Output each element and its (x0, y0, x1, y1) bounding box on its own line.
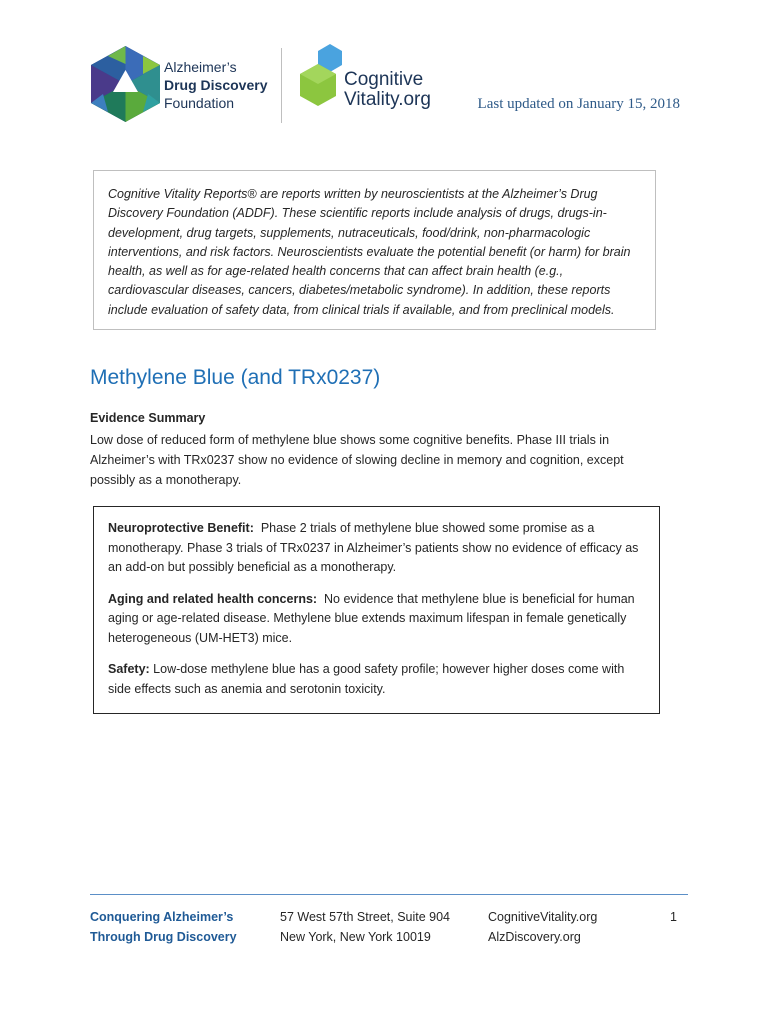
intro-text: Cognitive Vitality Reports® are reports written by neuroscientists at the Alzheimer’s Drug Discovery Foundation (ADDF). These scientific reports include analysis of drugs, drugs-in-development, drug targets, supplements, nutraceuticals, food/drink, non-pharmacologic interventions, and risk factors. Neuroscientists evaluate the potential benefit (or harm) for brain health, as well as for age-related health concerns that can affect brain health (e.g., cardiovascular diseases, cancers, diabetes/metabolic syndrome). In addition, these reports include evaluation of safety data, from clinical trials if available, and from preclinical models. (108, 187, 631, 317)
footer-address (280, 908, 450, 947)
addf-logo-icon (88, 44, 163, 124)
footer-divider (90, 894, 688, 895)
addf-line-2: Drug Discovery (164, 77, 268, 93)
aging-paragraph (108, 590, 645, 649)
footer-address-2: New York, New York 10019 (280, 929, 431, 944)
footer-tagline (90, 908, 237, 947)
safety-paragraph (108, 660, 645, 699)
footer-tagline-1: Conquering Alzheimer’s (90, 910, 234, 924)
summary-box (93, 506, 660, 714)
safety-label: Safety: (108, 662, 150, 676)
addf-line-3: Foundation (164, 95, 235, 111)
neuroprotective-label: Neuroprotective Benefit: (108, 521, 254, 535)
footer-tagline-2: Through Drug Discovery (90, 929, 237, 944)
neuroprotective-text: Phase 2 trials of methylene blue showed some promise as a monotherapy. Phase 3 trials of TRx0237 in Alzheimer’s patients show no evidence of efficacy as an add-on but possibly beneficial as a monotherapy. (108, 521, 639, 574)
aging-text: No evidence that methylene blue is beneficial for human aging or age-related disease. Methylene blue extends maximum lifespan in female genetically heterogeneous (UM-HET3) mice. (108, 591, 635, 645)
last-updated: Last updated on January 15, 2018 (477, 96, 680, 112)
cv-line-2: Vitality.org (344, 89, 431, 110)
page-header (88, 40, 688, 130)
footer-websites (488, 908, 597, 947)
safety-text: Low-dose methylene blue has a good safety profile; however higher doses come with side effects such as anemia and serotonin toxicity. (108, 662, 625, 696)
page-number: 1 (670, 910, 677, 924)
aging-label: Aging and related health concerns: (108, 591, 318, 606)
cv-line-1: Cognitive (344, 69, 424, 90)
addf-line-1: Alzheimer’s (164, 59, 237, 75)
footer-website-link-1[interactable]: CognitiveVitality.org (488, 910, 598, 924)
page-title: Methylene Blue (and TRx0237) (90, 366, 381, 389)
intro-box (93, 170, 656, 330)
evidence-text: Low dose of reduced form of methylene blue shows some cognitive benefits. Phase III trials in Alzheimer’s with TRx0237 show no evidence of slowing decline in memory and cognition, except possibly as a monotherapy. (90, 433, 624, 487)
neuroprotective-paragraph (108, 519, 645, 578)
addf-wordmark (164, 58, 267, 112)
logo-divider (281, 48, 282, 123)
footer-website-link-2[interactable]: AlzDiscovery.org (488, 929, 581, 944)
footer-address-1: 57 West 57th Street, Suite 904 (280, 910, 451, 924)
evidence-heading: Evidence Summary (90, 411, 206, 425)
cognitive-vitality-wordmark (344, 70, 431, 110)
